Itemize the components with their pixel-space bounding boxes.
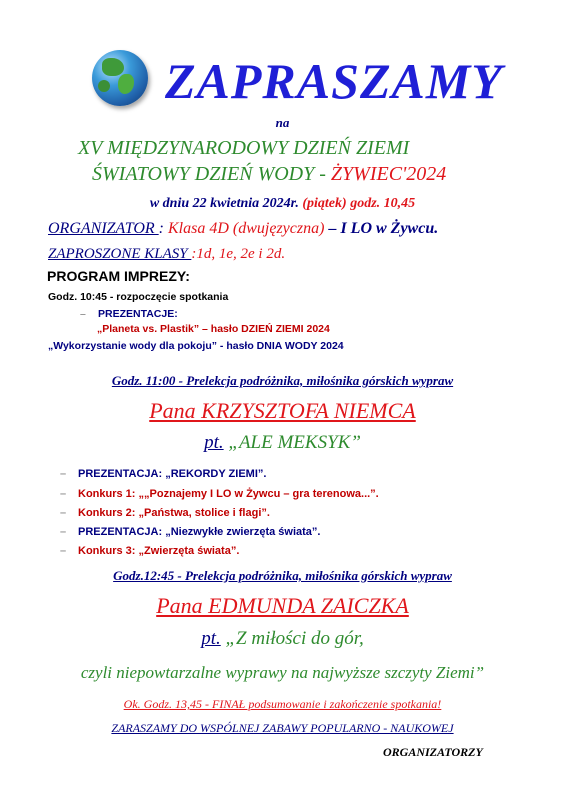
- lecture2-title-line: [0, 628, 565, 650]
- signature: ORGANIZATORZY: [383, 745, 483, 759]
- list-item: – Konkurs 3: „Zwierzęta świata”.: [60, 545, 240, 557]
- final-note: Ok. Godz. 13,45 - FINAŁ podsumowanie i zakończenie spotkania!: [123, 697, 442, 711]
- program-heading: PROGRAM IMPREZY:: [47, 268, 190, 284]
- invited-classes: :1d, 1e, 2e i 2d.: [191, 246, 286, 262]
- lecture2-title: „Z miłości do gór,: [220, 628, 364, 649]
- invite-line: ZARASZAMY DO WSPÓLNEJ ZABAWY POPULARNO - NAUKOWEJ: [111, 721, 454, 735]
- earth-globe-icon: [92, 50, 148, 106]
- event-title-green: ŚWIATOWY DZIEŃ WODY -: [92, 163, 331, 185]
- lecture1-time: Godz. 11:00 - Prelekcja podróżnika, miłośnika górskich wypraw: [111, 373, 454, 388]
- organizer-label: ORGANIZATOR: [48, 220, 159, 237]
- presentation-2: „Wykorzystanie wody dla pokoju” - hasło DNIA WODY 2024: [48, 340, 344, 352]
- lecture2-subtitle: czyli niepowtarzalne wyprawy na najwyższe szczyty Ziemi”: [80, 663, 485, 682]
- event-title-line1: XV MIĘDZYNARODOWY DZIEŃ ZIEMI: [78, 137, 410, 159]
- organizer-line: ORGANIZATOR : Klasa 4D (dwujęzyczna) – I LO w Żywcu.: [48, 220, 439, 237]
- lecture2-time: Godz.12:45 - Prelekcja podróżnika, miłośnika górskich wypraw: [113, 568, 452, 583]
- organizer-class: Klasa 4D (dwujęzyczna): [168, 220, 325, 237]
- program-presentations-label: – PREZENTACJE:: [80, 308, 178, 320]
- event-date: w dniu 22 kwietnia 2024r. (piątek) godz. 10,45: [149, 196, 416, 211]
- lecture2-speaker: Pana EDMUNDA ZAICZKA: [156, 593, 409, 618]
- presentation-1: „Planeta vs. Plastik” – hasło DZIEŃ ZIEMI 2024: [97, 323, 330, 335]
- program-start: Godz. 10:45 - rozpoczęcie spotkania: [48, 291, 229, 303]
- lecture1-title: „ALE MEKSYK”: [223, 432, 361, 453]
- poster-title: ZAPRASZAMY: [165, 53, 503, 109]
- na-label: na: [275, 115, 290, 130]
- list-item: – Konkurs 1: „„Poznajemy I LO w Żywcu – gra terenowa...”.: [60, 488, 379, 500]
- list-item: – PREZENTACJA: „Niezwykłe zwierzęta świata”.: [60, 526, 321, 538]
- event-title-red: ŻYWIEC'2024: [330, 163, 447, 185]
- event-title-line2: [92, 163, 446, 186]
- lecture2-pt: pt.: [201, 628, 221, 649]
- lecture1-title-line: [0, 432, 565, 454]
- invited-label: ZAPROSZONE KLASY: [48, 246, 192, 262]
- list-item: – PREZENTACJA: „REKORDY ZIEMI”.: [60, 468, 267, 480]
- lecture1-speaker: Pana KRZYSZTOFA NIEMCA: [149, 398, 416, 423]
- invited-classes-line: [48, 246, 285, 263]
- organizer-school: – I LO w Żywcu.: [324, 220, 439, 237]
- lecture1-pt: pt.: [204, 432, 224, 453]
- list-item: – Konkurs 2: „Państwa, stolice i flagi”.: [60, 507, 270, 519]
